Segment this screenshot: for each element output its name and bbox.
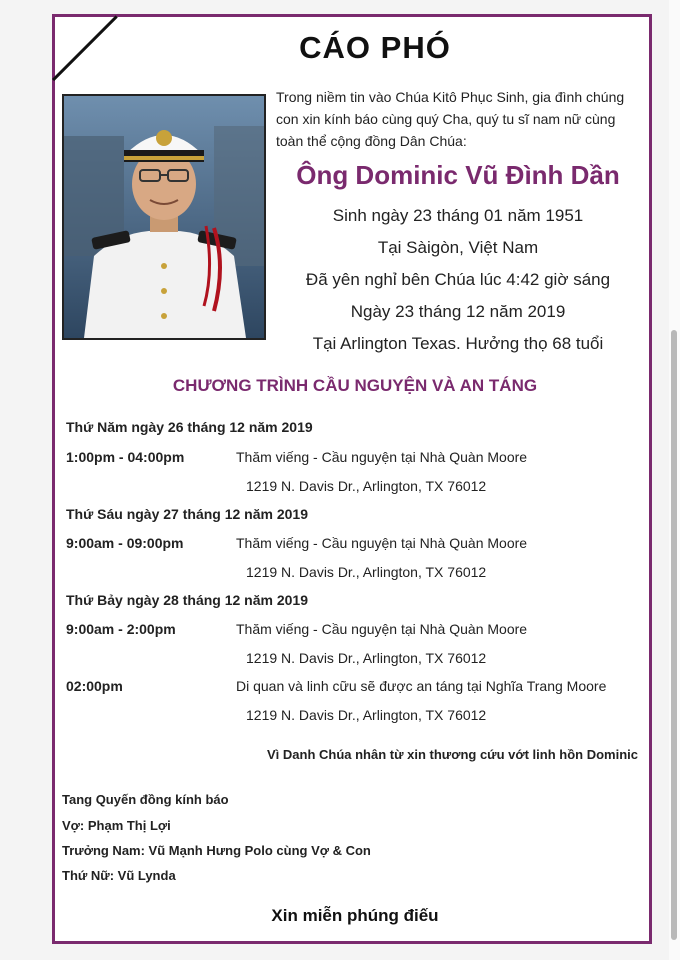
program-title: CHƯƠNG TRÌNH CẦU NGUYỆN VÀ AN TÁNG [172, 376, 538, 395]
family-daughter: Thứ Nữ: Vũ Lynda [62, 868, 176, 883]
portrait-image [64, 96, 264, 338]
schedule-address-2: 1219 N. Davis Dr., Arlington, TX 76012 [246, 564, 487, 580]
family-wife: Vợ: Phạm Thị Lợi [62, 818, 171, 833]
death-time: Đã yên nghỉ bên Chúa lúc 4:42 giờ sáng [305, 270, 611, 289]
schedule-desc-3: Thăm viếng - Cầu nguyện tại Nhà Quàn Moore [236, 621, 528, 637]
schedule-address-4: 1219 N. Davis Dr., Arlington, TX 76012 [246, 707, 487, 723]
schedule-address-1: 1219 N. Davis Dr., Arlington, TX 76012 [246, 478, 487, 494]
page-title: CÁO PHÓ [299, 30, 451, 65]
schedule-desc-1: Thăm viếng - Cầu nguyện tại Nhà Quàn Moore [236, 449, 528, 465]
death-date: Ngày 23 tháng 12 năm 2019 [350, 302, 566, 321]
schedule-time-1: 1:00pm - 04:00pm [66, 449, 185, 465]
schedule-day-2: Thứ Sáu ngày 27 tháng 12 năm 2019 [66, 506, 308, 522]
schedule-day-3: Thứ Bảy ngày 28 tháng 12 năm 2019 [66, 592, 309, 608]
birth-place: Tại Sàigòn, Việt Nam [377, 238, 539, 257]
schedule-desc-2: Thăm viếng - Cầu nguyện tại Nhà Quàn Moore [236, 535, 528, 551]
schedule-time-4: 02:00pm [66, 678, 123, 694]
death-place-age: Tại Arlington Texas. Hưởng thọ 68 tuổi [312, 334, 604, 353]
scrollbar-thumb[interactable] [671, 330, 677, 940]
schedule-time-3: 9:00am - 2:00pm [66, 621, 176, 637]
portrait-photo [62, 94, 266, 340]
intro-text: Trong niềm tin vào Chúa Kitô Phục Sinh, gia đình chúng con xin kính báo cùng quý Cha, quý tu sĩ nam nữ cùng toàn thể cộng đồng Dân Chúa: [276, 89, 625, 149]
family-heading: Tang Quyến đồng kính báo [62, 792, 229, 807]
family-son: Trưởng Nam: Vũ Mạnh Hưng Polo cùng Vợ & Con [62, 843, 371, 858]
schedule-address-3: 1219 N. Davis Dr., Arlington, TX 76012 [246, 650, 487, 666]
schedule-day-1: Thứ Năm ngày 26 tháng 12 năm 2019 [66, 419, 313, 435]
schedule-time-2: 9:00am - 09:00pm [66, 535, 184, 551]
deceased-name: Ông Dominic Vũ Đình Dần [296, 160, 620, 190]
closing-note: Xin miễn phúng điếu [271, 906, 439, 925]
schedule-desc-4: Di quan và linh cữu sẽ được an táng tại Nghĩa Trang Moore [236, 678, 607, 694]
prayer-line: Vì Danh Chúa nhân từ xin thương cứu vớt linh hồn Dominic [267, 747, 638, 762]
birth-date: Sinh ngày 23 tháng 01 năm 1951 [332, 206, 584, 225]
